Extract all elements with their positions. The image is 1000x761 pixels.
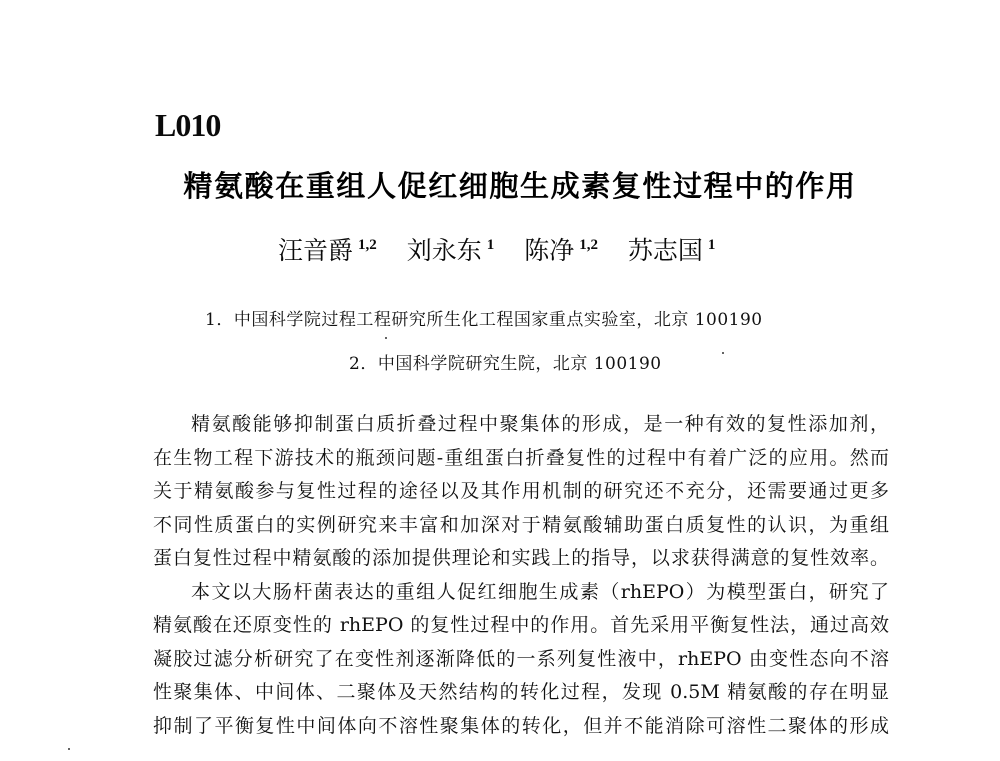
author xyxy=(628,228,716,268)
paragraph-1-line: 关于精氨酸参与复性过程的途径以及其作用机制的研究还不充分，还需要通过更多 xyxy=(153,480,889,502)
abstract-body xyxy=(153,408,889,743)
paragraph-2-line: 凝胶过滤分析研究了在变性剂逐渐降低的一系列复性液中，rhEPO 由变性态向不溶 xyxy=(153,647,889,670)
paragraph-1-line: 精氨酸能够抑制蛋白质折叠过程中聚集体的形成，是一种有效的复性添加剂， xyxy=(191,413,889,435)
paper-title: 精氨酸在重组人促红细胞生成素复性过程中的作用 xyxy=(183,169,857,203)
author xyxy=(407,228,495,268)
paragraph-2-line: 精氨酸在还原变性的 rhEPO 的复性过程中的作用。首先采用平衡复性法，通过高效 xyxy=(153,614,889,636)
scan-speck xyxy=(385,337,387,339)
author-affiliation-marker: 1 xyxy=(707,237,716,253)
paragraph-2-line: 本文以大肠杆菌表达的重组人促红细胞生成素（rhEPO）为模型蛋白，研究了 xyxy=(191,580,889,603)
author xyxy=(278,228,377,268)
author xyxy=(524,228,598,268)
paragraph-1-line: 在生物工程下游技术的瓶颈问题-重组蛋白折叠复性的过程中有着广泛的应用。然而 xyxy=(153,446,889,469)
abstract-id: L010 xyxy=(155,107,221,143)
paragraph-1-line: 蛋白复性过程中精氨酸的添加提供理论和实践上的指导，以求获得满意的复性效率。 xyxy=(153,547,889,569)
paragraph-2-line: 抑制了平衡复性中间体向不溶性聚集体的转化，但并不能消除可溶性二聚体的形成 xyxy=(153,714,889,737)
author-name: 刘永东 xyxy=(406,236,482,265)
paragraph-2-line: 性聚集体、中间体、二聚体及天然结构的转化过程，发现 0.5M 精氨酸的存在明显 xyxy=(153,681,889,703)
scan-speck xyxy=(68,748,70,750)
author-name: 汪音爵 xyxy=(278,236,354,265)
author-affiliation-marker: 1,2 xyxy=(579,237,598,253)
author-name: 陈净 xyxy=(524,236,575,265)
author-list xyxy=(278,228,737,268)
author-affiliation-marker: 1 xyxy=(486,237,495,253)
scan-speck xyxy=(722,352,724,354)
paragraph-1-line: 不同性质蛋白的实例研究来丰富和加深对于精氨酸辅助蛋白质复性的认识，为重组 xyxy=(153,513,889,536)
affiliation-1: 1．中国科学院过程工程研究所生化工程国家重点实验室，北京 100190 xyxy=(205,310,763,330)
affiliation-2: 2．中国科学院研究生院，北京 100190 xyxy=(349,354,662,374)
author-affiliation-marker: 1,2 xyxy=(358,237,377,253)
author-name: 苏志国 xyxy=(627,236,703,265)
